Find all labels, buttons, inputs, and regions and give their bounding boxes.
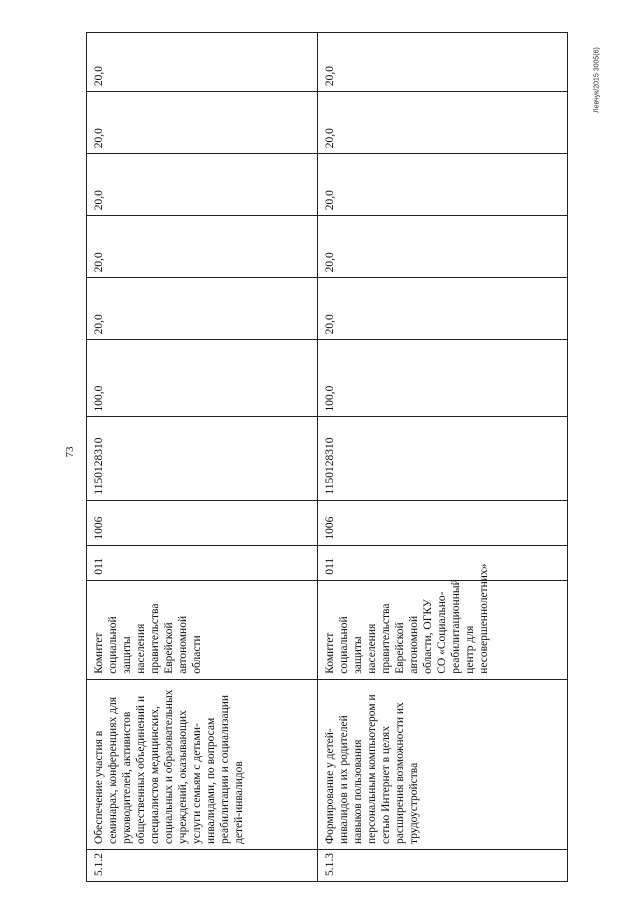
executor: Комитет социальной защиты населения правительства Еврейской автономной области, ОГКУ СО «Социально-реабилитационный центр для несовершеннолетних» — [317, 580, 567, 679]
year-4-amount: 20,0 — [317, 92, 567, 154]
total-amount: 100,0 — [87, 340, 318, 417]
budget-table-wrapper — [86, 32, 568, 882]
rotated-table-container — [86, 32, 568, 882]
row-number: 5.1.2 — [87, 849, 318, 881]
year-5-amount: 20,0 — [317, 33, 567, 92]
year-3-amount: 20,0 — [317, 154, 567, 216]
csr-code: 1150128310 — [87, 417, 318, 500]
csr-code: 1150128310 — [317, 417, 567, 500]
year-1-amount: 20,0 — [87, 278, 318, 340]
grbs-code: 011 — [87, 545, 318, 580]
year-3-amount: 20,0 — [87, 154, 318, 216]
year-2-amount: 20,0 — [317, 216, 567, 278]
rzpr-code: 1006 — [317, 500, 567, 545]
executor: Комитет социальной защиты населения правительства Еврейской автономной области — [87, 580, 318, 679]
total-amount: 100,0 — [317, 340, 567, 417]
row-number: 5.1.3 — [317, 849, 567, 881]
table-row — [317, 33, 567, 882]
rzpr-code: 1006 — [87, 500, 318, 545]
measure-description: Формирование у детей-инвалидов и их родителей навыков пользования персональным компьютером и сетью Интернет в целях расширения возможности их трудоустройства — [317, 679, 567, 849]
year-4-amount: 20,0 — [87, 92, 318, 154]
budget-table — [86, 32, 568, 882]
year-2-amount: 20,0 — [87, 216, 318, 278]
table-row — [87, 33, 318, 882]
year-5-amount: 20,0 — [87, 33, 318, 92]
measure-description: Обеспечение участия в семинарах, конференциях для руководителей, активистов общественных объединений и специалистов медицинских, социальных и образовательных учреждений, оказывающих услуги семьям с детьми-инвалидами, по вопросам реабилитации и социализации детей-инвалидов — [87, 679, 318, 849]
grbs-code: 011 — [317, 545, 567, 580]
year-1-amount: 20,0 — [317, 278, 567, 340]
